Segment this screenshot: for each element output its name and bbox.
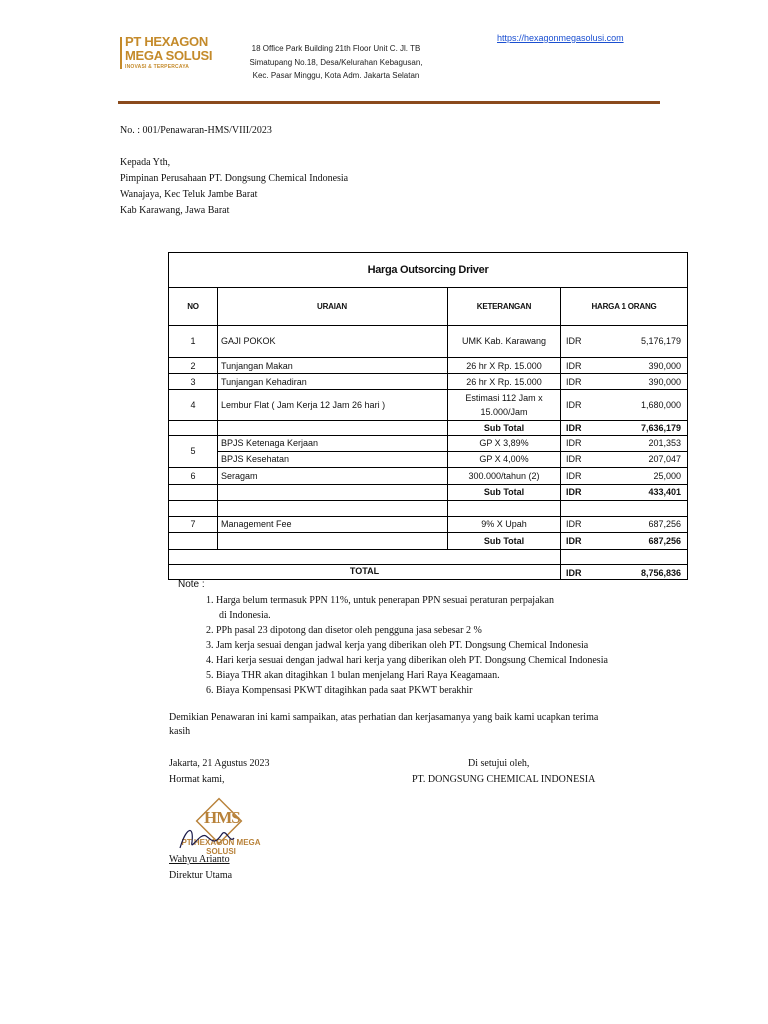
- total-currency: IDR: [566, 568, 582, 578]
- row-no: 3: [190, 377, 196, 387]
- row-no: 6: [190, 471, 196, 481]
- row-keterangan: 26 hr X Rp. 15.000: [466, 377, 542, 387]
- price-table: [168, 252, 688, 580]
- signer-title: Direktur Utama: [169, 870, 233, 881]
- row-divider: [169, 389, 687, 390]
- row-amount: 25,000: [653, 471, 681, 481]
- subtotal-label: Sub Total: [483, 536, 525, 546]
- notes-list: [206, 593, 608, 698]
- header-harga: HARGA 1 ORANG: [591, 302, 657, 311]
- company-address: [236, 42, 436, 83]
- row-keterangan: GP X 4,00%: [479, 454, 529, 464]
- subtotal-currency: IDR: [566, 423, 582, 433]
- subtotal-label: Sub Total: [483, 423, 525, 433]
- closing-line1: Demikian Penawaran ini kami sampaikan, atas perhatian dan kerjasamanya yang baik kami ucapkan terima: [169, 712, 599, 723]
- row-amount: 1,680,000: [640, 400, 681, 410]
- total-label: TOTAL: [349, 566, 380, 576]
- row-divider: [169, 420, 687, 421]
- row-divider: [169, 373, 687, 374]
- row-divider: [169, 484, 687, 485]
- recipient-address2: Kab Karawang, Jawa Barat: [120, 205, 230, 216]
- header-uraian: URAIAN: [317, 302, 347, 311]
- row-currency: IDR: [566, 377, 582, 387]
- address-line2: Simatupang No.18, Desa/Kelurahan Kebagusan,: [249, 57, 423, 67]
- row-divider: [169, 435, 687, 436]
- row-divider: [169, 500, 687, 501]
- row-currency: IDR: [566, 400, 582, 410]
- recipient-address1: Wanajaya, Kec Teluk Jambe Barat: [120, 189, 258, 200]
- row-currency: IDR: [566, 438, 582, 448]
- row-currency: IDR: [566, 361, 582, 371]
- note-label: Note :: [178, 579, 205, 590]
- logo-line1: PT HEXAGON: [125, 34, 208, 49]
- header-no: NO: [187, 302, 199, 311]
- row-keterangan: 300.000/tahun (2): [468, 471, 540, 481]
- logo-line2: MEGA SOLUSI: [125, 48, 213, 63]
- row-uraian: BPJS Kesehatan: [221, 454, 290, 464]
- row-amount: 5,176,179: [640, 336, 681, 346]
- approved-label: Di setujui oleh,: [468, 758, 530, 769]
- col-divider: [560, 287, 561, 579]
- row-uraian: GAJI POKOK: [221, 336, 276, 346]
- place-date: Jakarta, 21 Agustus 2023: [169, 758, 270, 769]
- subtotal-amount: 7,636,179: [640, 423, 681, 433]
- row-currency: IDR: [566, 336, 582, 346]
- row-currency: IDR: [566, 471, 582, 481]
- note-item: 4. Hari kerja sesuai dengan jadwal hari kerja yang diberikan oleh PT. Dongsung Chemical Indonesia: [206, 655, 608, 666]
- row-amount: 201,353: [648, 438, 681, 448]
- note-item: 5. Biaya THR akan ditagihkan 1 bulan menjelang Hari Raya Keagamaan.: [206, 670, 500, 681]
- logo-accent-bar: [120, 37, 122, 69]
- row-currency: IDR: [566, 519, 582, 529]
- address-line1: 18 Office Park Building 21th Floor Unit C. Jl. TB: [251, 44, 421, 53]
- row-amount: 390,000: [648, 377, 681, 387]
- row-uraian: Tunjangan Makan: [221, 361, 293, 371]
- row-keterangan: Estimasi 112 Jam x 15.000/Jam: [465, 393, 543, 417]
- letter-number: No. : 001/Penawaran-HMS/VIII/2023: [120, 125, 272, 136]
- table-title: Harga Outsorcing Driver: [169, 253, 687, 288]
- note-item: 2. PPh pasal 23 dipotong dan disetor oleh pengguna jasa sebesar 2 %: [206, 625, 482, 636]
- stamp-monogram: HMS: [204, 808, 240, 827]
- row-keterangan: UMK Kab. Karawang: [461, 336, 547, 346]
- to-label: Kepada Yth,: [120, 157, 171, 168]
- note-item: 1. Harga belum termasuk PPN 11%, untuk penerapan PPN sesuai peraturan perpajakan: [206, 595, 554, 606]
- website-link[interactable]: https://hexagonmegasolusi.com: [497, 33, 624, 43]
- recipient: Pimpinan Perusahaan PT. Dongsung Chemical Indonesia: [120, 173, 349, 184]
- row-no: 1: [190, 336, 196, 346]
- address-line3: Kec. Pasar Minggu, Kota Adm. Jakarta Selatan: [252, 71, 420, 80]
- row-divider: [217, 451, 687, 452]
- row-keterangan: 9% X Upah: [481, 519, 527, 529]
- row-uraian: BPJS Ketenaga Kerjaan: [221, 438, 319, 448]
- subtotal-label: Sub Total: [483, 487, 525, 497]
- row-keterangan: GP X 3,89%: [479, 438, 529, 448]
- row-uraian: Tunjangan Kehadiran: [221, 377, 307, 387]
- note-item: 3. Jam kerja sesuai dengan jadwal kerja yang diberikan oleh PT. Dongsung Chemical Indonesia: [206, 640, 589, 651]
- subtotal-currency: IDR: [566, 487, 582, 497]
- note-item: di Indonesia.: [219, 610, 271, 621]
- row-amount: 207,047: [648, 454, 681, 464]
- col-divider: [217, 287, 218, 549]
- row-uraian: Lembur Flat ( Jam Kerja 12 Jam 26 hari ): [221, 400, 386, 410]
- regards: Hormat kami,: [169, 774, 225, 785]
- row-no: 7: [190, 519, 196, 529]
- subtotal-currency: IDR: [566, 536, 582, 546]
- row-divider: [169, 357, 687, 358]
- signer-name: Wahyu Arianto: [169, 854, 230, 865]
- row-currency: IDR: [566, 454, 582, 464]
- row-no: 2: [190, 361, 196, 371]
- logo-tagline: INOVASI & TERPERCAYA: [125, 64, 190, 70]
- subtotal-amount: 433,401: [648, 487, 681, 497]
- note-item: 6. Biaya Kompensasi PKWT ditagihkan pada saat PKWT berakhir: [206, 685, 473, 696]
- row-divider: [169, 467, 687, 468]
- row-uraian: Management Fee: [221, 519, 292, 529]
- subtotal-amount: 687,256: [648, 536, 681, 546]
- approved-company: PT. DONGSUNG CHEMICAL INDONESIA: [412, 774, 596, 785]
- row-no: 4: [190, 400, 196, 410]
- total-amount: 8,756,836: [640, 568, 681, 578]
- row-divider: [169, 549, 687, 550]
- row-divider: [169, 325, 687, 326]
- stamp-name: PT HEXAGON MEGA SOLUSI: [181, 838, 261, 856]
- row-keterangan: 26 hr X Rp. 15.000: [466, 361, 542, 371]
- row-amount: 687,256: [648, 519, 681, 529]
- row-no: 5: [190, 446, 196, 456]
- row-divider: [169, 532, 687, 533]
- row-amount: 390,000: [648, 361, 681, 371]
- header-divider: [118, 101, 660, 104]
- header-keterangan: KETERANGAN: [476, 302, 532, 311]
- row-divider: [169, 516, 687, 517]
- company-logo: [118, 24, 228, 80]
- row-uraian: Seragam: [221, 471, 258, 481]
- closing-line2: kasih: [169, 726, 191, 737]
